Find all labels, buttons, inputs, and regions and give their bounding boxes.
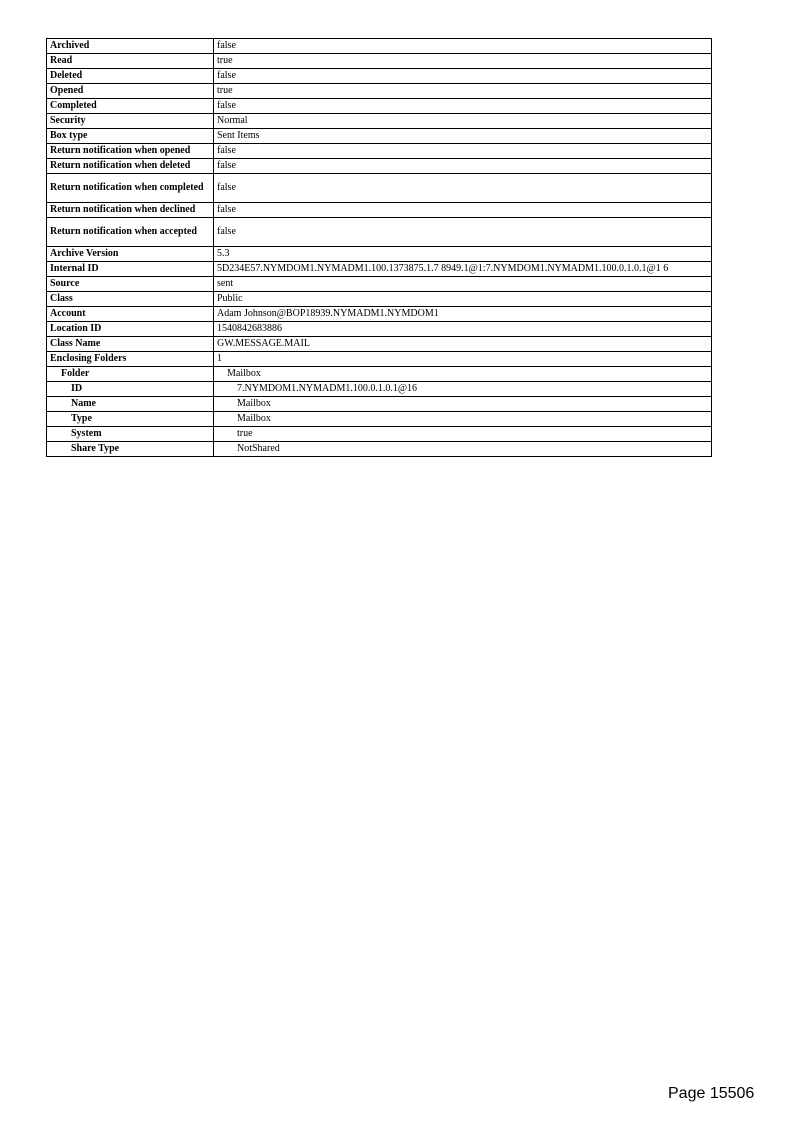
property-label: Return notification when declined	[47, 203, 214, 218]
table-row	[47, 307, 712, 322]
property-label: Security	[47, 114, 214, 129]
property-value: 1	[214, 352, 712, 367]
table-row	[47, 39, 712, 54]
table-row	[47, 114, 712, 129]
table-row	[47, 322, 712, 337]
folder-field-value: NotShared	[214, 442, 712, 457]
table-row	[47, 203, 712, 218]
table-row	[47, 54, 712, 69]
property-value: false	[214, 39, 712, 54]
property-label: Location ID	[47, 322, 214, 337]
property-label: Return notification when deleted	[47, 159, 214, 174]
property-label: Account	[47, 307, 214, 322]
folder-field-label: Type	[47, 412, 214, 427]
folder-field-label: Share Type	[47, 442, 214, 457]
folder-field-value: true	[214, 427, 712, 442]
property-value: Adam Johnson@BOP18939.NYMADM1.NYMDOM1	[214, 307, 712, 322]
table-row	[47, 412, 712, 427]
property-label: Class Name	[47, 337, 214, 352]
table-row	[47, 262, 712, 277]
table-row	[47, 277, 712, 292]
property-label: Archive Version	[47, 247, 214, 262]
folder-value: Mailbox	[214, 367, 712, 382]
property-label: Return notification when accepted	[47, 218, 214, 247]
folder-row	[47, 367, 712, 382]
property-label: Opened	[47, 84, 214, 99]
folder-field-value: Mailbox	[214, 397, 712, 412]
table-row	[47, 247, 712, 262]
property-value: sent	[214, 277, 712, 292]
property-label: Read	[47, 54, 214, 69]
property-label: Source	[47, 277, 214, 292]
property-label: Archived	[47, 39, 214, 54]
table-row	[47, 292, 712, 307]
table-row	[47, 337, 712, 352]
table-row	[47, 397, 712, 412]
folder-field-value: Mailbox	[214, 412, 712, 427]
table-row	[47, 218, 712, 247]
property-label: Return notification when opened	[47, 144, 214, 159]
property-label: Return notification when completed	[47, 174, 214, 203]
page-number: Page 15506	[668, 1085, 755, 1102]
property-value: 1540842683886	[214, 322, 712, 337]
property-value: false	[214, 69, 712, 84]
table-row	[47, 84, 712, 99]
table-row	[47, 69, 712, 84]
table-row	[47, 442, 712, 457]
property-value: Normal	[214, 114, 712, 129]
property-value: false	[214, 174, 712, 203]
table-row	[47, 129, 712, 144]
table-row	[47, 174, 712, 203]
table-row	[47, 427, 712, 442]
folder-field-label: System	[47, 427, 214, 442]
folder-field-label: ID	[47, 382, 214, 397]
properties-table	[46, 38, 712, 457]
property-value: 5.3	[214, 247, 712, 262]
property-label: Deleted	[47, 69, 214, 84]
table-row	[47, 382, 712, 397]
folder-field-label: Name	[47, 397, 214, 412]
folder-field-value: 7.NYMDOM1.NYMADM1.100.0.1.0.1@16	[214, 382, 712, 397]
property-label: Class	[47, 292, 214, 307]
property-value: Sent Items	[214, 129, 712, 144]
property-value: true	[214, 54, 712, 69]
property-label: Enclosing Folders	[47, 352, 214, 367]
property-value: true	[214, 84, 712, 99]
table-row	[47, 144, 712, 159]
property-value: 5D234E57.NYMDOM1.NYMADM1.100.1373875.1.7 8949.1@1:7.NYMDOM1.NYMADM1.100.0.1.0.1@1 6	[214, 262, 712, 277]
property-label: Completed	[47, 99, 214, 114]
table-row	[47, 99, 712, 114]
property-value: false	[214, 159, 712, 174]
property-value: false	[214, 218, 712, 247]
property-value: false	[214, 203, 712, 218]
property-label: Internal ID	[47, 262, 214, 277]
table-row	[47, 352, 712, 367]
property-label: Box type	[47, 129, 214, 144]
folder-label: Folder	[47, 367, 214, 382]
property-value: false	[214, 144, 712, 159]
property-value: GW.MESSAGE.MAIL	[214, 337, 712, 352]
table-row	[47, 159, 712, 174]
property-value: Public	[214, 292, 712, 307]
property-value: false	[214, 99, 712, 114]
